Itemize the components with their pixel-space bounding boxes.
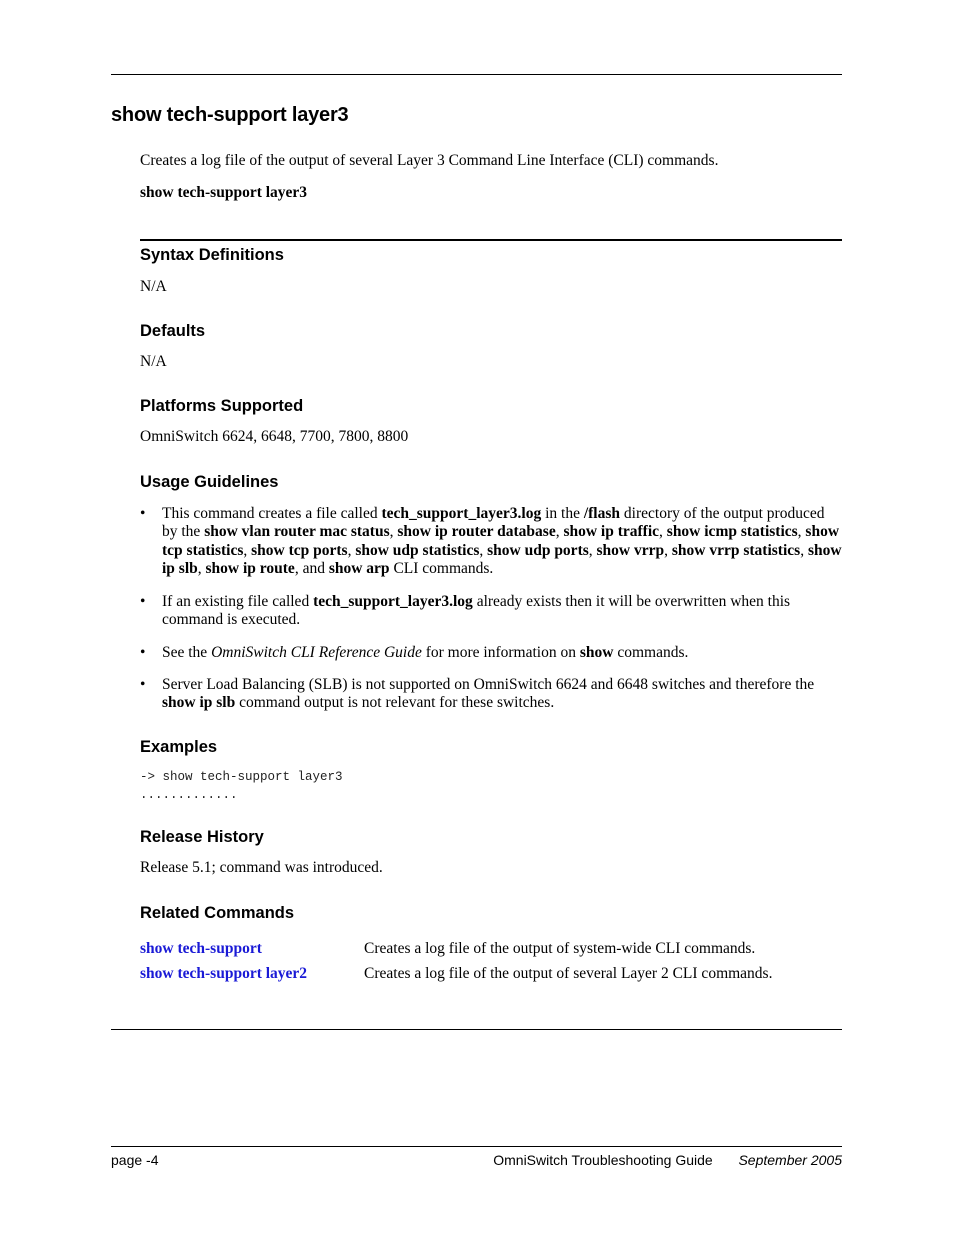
command: show xyxy=(579,644,614,661)
footer-guide-title: OmniSwitch Troubleshooting Guide xyxy=(493,1152,713,1168)
usage-bullet-4 xyxy=(140,676,842,713)
footer-rule xyxy=(111,1146,842,1147)
bottom-content-rule xyxy=(111,1029,842,1030)
text: Server Load Balancing (SLB) is not supported on OmniSwitch 6624 and 6648 switches and therefore the xyxy=(162,676,815,693)
text: directory of the output produced by the xyxy=(162,505,825,541)
command-syntax: show tech-support layer3 xyxy=(140,184,308,201)
command: show ip slb xyxy=(162,541,842,577)
sep: , xyxy=(389,523,398,541)
text: If an existing file called xyxy=(162,593,314,610)
bullet-glyph: • xyxy=(140,505,146,522)
filename: tech_support_layer3.log xyxy=(381,505,542,522)
sep: , and xyxy=(294,559,329,577)
related-description: Creates a log file of the output of system-wide CLI commands. xyxy=(364,940,756,957)
text: in the xyxy=(541,505,584,522)
platforms-heading: Platforms Supported xyxy=(140,397,304,415)
bullet-glyph: • xyxy=(140,644,146,661)
filename: tech_support_layer3.log xyxy=(313,593,473,610)
text: for more information on xyxy=(421,644,580,661)
bullet-glyph: • xyxy=(140,676,146,693)
guide-title: OmniSwitch CLI Reference Guide xyxy=(211,644,422,661)
text: CLI commands. xyxy=(389,559,494,577)
command: show vrrp statistics xyxy=(671,541,801,559)
sep: , xyxy=(659,523,667,541)
footer-right xyxy=(493,1152,842,1168)
text: commands. xyxy=(613,644,689,661)
syntax-definitions-heading: Syntax Definitions xyxy=(140,246,284,264)
platforms-text: OmniSwitch 6624, 6648, 7700, 7800, 8800 xyxy=(140,428,409,445)
command: show udp statistics xyxy=(355,541,480,559)
top-rule xyxy=(111,74,842,75)
command: show tcp statistics xyxy=(162,523,840,559)
usage-bullet-1 xyxy=(140,505,842,578)
release-history-text: Release 5.1; command was introduced. xyxy=(140,859,383,876)
usage-bullet-2 xyxy=(140,593,842,630)
related-link-tech-support[interactable]: show tech-support xyxy=(140,940,262,957)
directory: /flash xyxy=(583,505,621,522)
sep: , xyxy=(479,541,488,559)
related-description: Creates a log file of the output of several Layer 2 CLI commands. xyxy=(364,965,773,982)
command-description: Creates a log file of the output of several Layer 3 Command Line Interface (CLI) commands. xyxy=(140,152,719,169)
command: show vlan router mac status xyxy=(204,523,390,541)
command: show ip traffic xyxy=(563,523,660,541)
page-title: show tech-support layer3 xyxy=(111,104,349,126)
defaults-heading: Defaults xyxy=(140,322,206,340)
sep: , xyxy=(347,541,356,559)
command: show tcp ports xyxy=(251,541,348,559)
text: command output is not relevant for these switches. xyxy=(235,694,555,712)
text: already exists then it will be overwritten when this command is executed. xyxy=(162,593,791,629)
command: show ip slb xyxy=(162,694,236,712)
examples-heading: Examples xyxy=(140,738,218,756)
sep: , xyxy=(800,541,808,559)
syntax-definitions-text: N/A xyxy=(140,278,167,295)
sep: , xyxy=(197,559,206,577)
example-command: -> show tech-support layer3 xyxy=(140,770,343,784)
footer-date: September 2005 xyxy=(738,1152,842,1168)
related-link-tech-support-layer2[interactable]: show tech-support layer2 xyxy=(140,965,308,982)
command: show arp xyxy=(328,559,390,577)
release-history-heading: Release History xyxy=(140,828,264,846)
command: show icmp statistics xyxy=(666,523,798,541)
related-commands-heading: Related Commands xyxy=(140,904,295,922)
section-rule xyxy=(140,239,842,241)
example-output: ............. xyxy=(140,788,238,802)
command: show udp ports xyxy=(487,541,589,559)
usage-guidelines-heading: Usage Guidelines xyxy=(140,473,279,491)
sep: , xyxy=(555,523,564,541)
usage-bullet-3 xyxy=(140,644,842,662)
sep: , xyxy=(243,541,252,559)
text: This command creates a file called xyxy=(162,505,382,522)
command: show ip route xyxy=(205,559,295,577)
text: See the xyxy=(162,644,212,661)
command: show vrrp xyxy=(596,541,665,559)
bullet-glyph: • xyxy=(140,593,146,610)
sep: , xyxy=(664,541,672,559)
footer-page-number: page -4 xyxy=(111,1152,159,1168)
sep: , xyxy=(588,541,597,559)
sep: , xyxy=(797,523,806,541)
command: show ip router database xyxy=(397,523,556,541)
defaults-text: N/A xyxy=(140,353,167,370)
